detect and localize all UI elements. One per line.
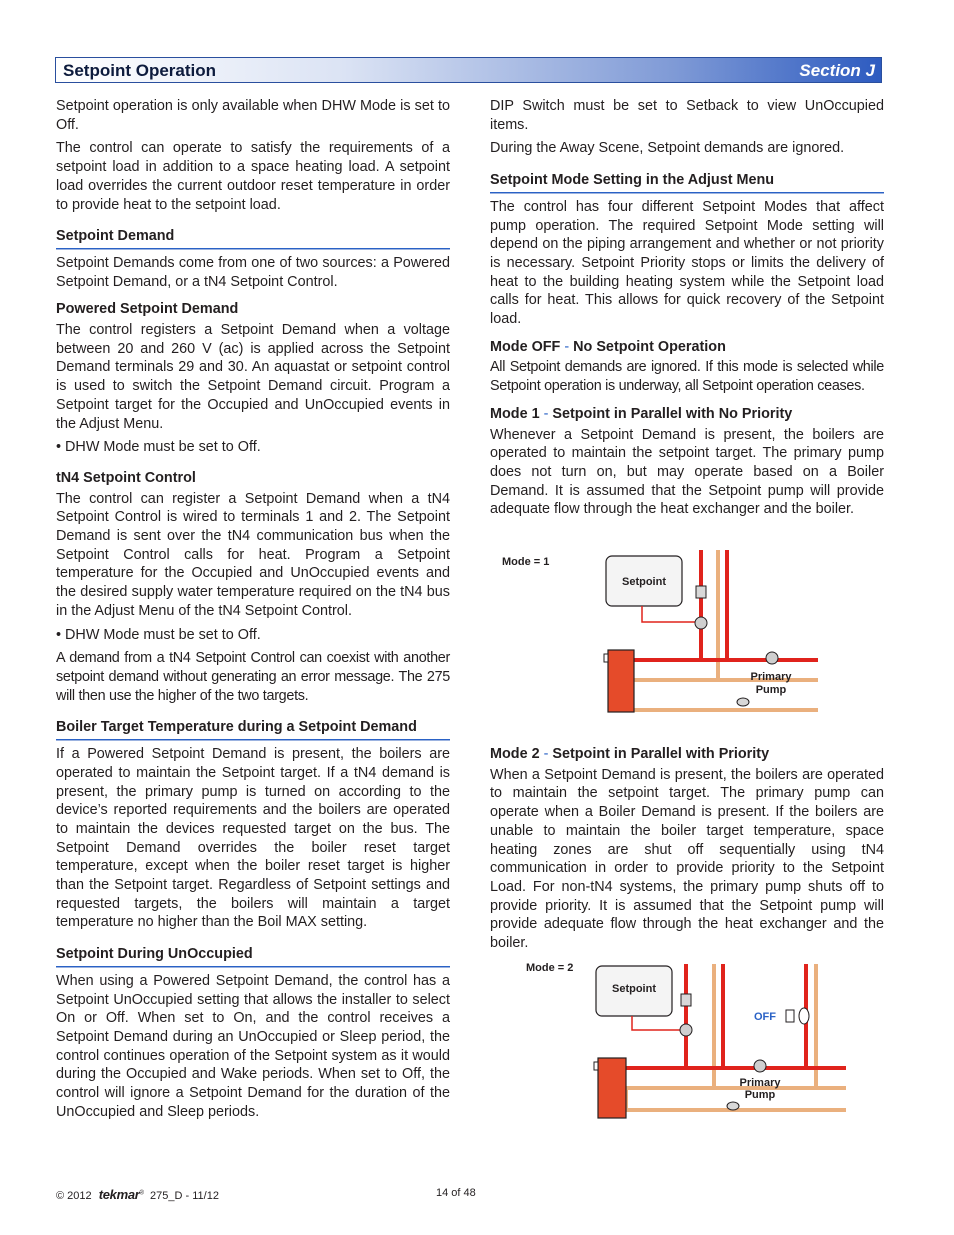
page-title: Setpoint Operation xyxy=(63,61,216,80)
brand-logo: tekmar xyxy=(98,1187,140,1202)
mode-2-heading xyxy=(490,745,884,764)
copyright: © 2012 xyxy=(56,1190,92,1202)
zone-off-label: OFF xyxy=(754,1011,776,1023)
mode-off-label: Mode OFF xyxy=(490,338,561,355)
unoccupied-heading: Setpoint During UnOccupied xyxy=(56,945,450,968)
setpoint-valve-icon xyxy=(696,586,706,598)
setpoint-signal-wire xyxy=(632,1016,680,1030)
mode-2-label: Mode 2 xyxy=(490,746,540,762)
primary-pump-label-1: Primary xyxy=(750,671,792,683)
setpoint-valve-icon xyxy=(681,994,691,1006)
tn4-setpoint-bullet: • DHW Mode must be set to Off. xyxy=(56,626,261,643)
mode-off-title: No Setpoint Operation xyxy=(573,338,726,355)
sensor-icon xyxy=(737,698,749,706)
unoccupied-paragraph: When using a Powered Setpoint Demand, the control has a Setpoint UnOccupied setting that allows the installer to select On or Off. When set to On, and the control receives a Setpoint Demand during an UnOccupied or Sleep period, the control continues operation of the Setpoint system as it would during the Occupied and Wake periods. When set to Off, the control will ignore a Setpoint Demand for the duration of the UnOccupied and Sleep periods. xyxy=(56,972,450,1120)
primary-pump-icon xyxy=(754,1060,766,1072)
setpoint-demand-paragraph: Setpoint Demands come from one of two sources: a Powered Setpoint Demand, or a tN4 Setpoint Control. xyxy=(56,254,450,290)
mode-setting-heading: Setpoint Mode Setting in the Adjust Menu xyxy=(490,171,884,194)
footer-left xyxy=(56,1187,219,1202)
boiler-port xyxy=(594,1062,598,1070)
section-label: Section J xyxy=(799,61,875,80)
mode-off-paragraph: All Setpoint demands are ignored. If this mode is selected while Setpoint operation is underway, all Setpoint operation ceases. xyxy=(490,359,884,395)
away-scene-paragraph: During the Away Scene, Setpoint demands are ignored. xyxy=(490,140,845,157)
setpoint-pump-icon xyxy=(695,617,707,629)
boiler-target-paragraph: If a Powered Setpoint Demand is present, the boilers are operated to maintain the Setpoint target. If a tN4 demand is present, the primary pump is turned on according to the device’s reported requirements and the boilers are operated to maintain the devices requested target on the bus. The Setpoint Demand overrides the boiler reset target temperature, except when the boiler reset target is higher than the Setpoint target. Regardless of Setpoint settings and requested targets, the boilers will maintain a target temperature no higher than the Boil MAX setting. xyxy=(56,746,450,931)
tn4-setpoint-paragraph: The control can register a Setpoint Demand when a tN4 Setpoint Control is wired to terminals 1 and 2. The Setpoint Demand is sent over the tN4 communication bus when the Setpoint Control calls for heat. Program a Setpoint temperature for the Occupied and UnOccupied events and the desired supply water temperature required on the tN4 bus in the Adjust Menu of the tN4 Setpoint Control. xyxy=(56,490,450,619)
boiler-icon xyxy=(608,650,634,712)
mode-2-piping-diagram xyxy=(520,958,850,1128)
registered-mark: ® xyxy=(139,1190,144,1197)
mode-1-diagram-label: Mode = 1 xyxy=(502,556,550,568)
boiler-icon xyxy=(598,1058,626,1118)
setpoint-control-label: Setpoint xyxy=(612,983,656,995)
intro-paragraph-1: Setpoint operation is only available when DHW Mode is set to Off. xyxy=(56,98,450,133)
primary-pump-icon xyxy=(766,652,778,664)
dip-switch-paragraph: DIP Switch must be set to Setback to view UnOccupied items. xyxy=(490,98,884,133)
document-code: 275_D - 11/12 xyxy=(150,1190,219,1202)
right-column xyxy=(490,97,884,524)
setpoint-control-label: Setpoint xyxy=(622,576,666,588)
zone-valve-icon xyxy=(786,1010,794,1022)
powered-setpoint-heading: Powered Setpoint Demand xyxy=(56,301,239,318)
section-header xyxy=(55,57,882,83)
mode-1-dash: - xyxy=(543,405,549,422)
mode-1-paragraph: Whenever a Setpoint Demand is present, the boilers are operated to maintain the setpoint target. The primary pump does not turn on, but may operate based on a Boiler Demand. It is assumed that the Setpoint pump will provide adequate flow through the heat exchanger and the boiler. xyxy=(490,426,884,518)
mode-1-piping-diagram xyxy=(500,550,830,720)
sensor-icon xyxy=(727,1102,739,1110)
boiler-target-heading: Boiler Target Temperature during a Setpoint Demand xyxy=(56,718,450,741)
powered-setpoint-paragraph: The control registers a Setpoint Demand when a voltage between 20 and 260 V (ac) is applied across the Setpoint Demand terminals 29 and 30. An aquastat or setpoint control is used to switch the Setpoint Demand circuit. Program a Setpoint target for the Occupied and UnOccupied events in the Adjust Menu. xyxy=(56,322,450,432)
boiler-port xyxy=(604,654,608,662)
mode-1-heading xyxy=(490,405,884,424)
mode-2-title: Setpoint in Parallel with Priority xyxy=(552,746,770,762)
primary-pump-label-1: Primary xyxy=(739,1077,781,1089)
mode-2-block xyxy=(490,736,884,958)
primary-pump-label-2: Pump xyxy=(744,1089,776,1101)
page-number: 14 of 48 xyxy=(436,1187,476,1199)
tn4-coexist-paragraph: A demand from a tN4 Setpoint Control can coexist with another setpoint demand without generating an error message. The 275 will then use the higher of the two targets. xyxy=(56,650,450,704)
mode-2-dash: - xyxy=(543,746,549,762)
setpoint-demand-heading: Setpoint Demand xyxy=(56,227,450,250)
left-column xyxy=(56,97,450,1126)
mode-setting-paragraph: The control has four different Setpoint Modes that affect pump operation. The required Setpoint Mode setting will depend on the piping arrangement and whether or not priority is necessary. Setpoint Priority stops or limits the delivery of heat to the building heating system while the Setpoint load calls for heat. This allows for quick recovery of the Setpoint load. xyxy=(490,198,884,328)
mode-off-dash: - xyxy=(564,338,570,355)
setpoint-pump-icon xyxy=(680,1024,692,1036)
primary-pump-label-2: Pump xyxy=(755,684,787,696)
intro-paragraph-2: The control can operate to satisfy the requirements of a setpoint load in addition to a space heating load. A setpoint load overrides the current outdoor reset temperature in order to provide heat to the setpoint load. xyxy=(56,140,450,213)
mode-1-label: Mode 1 xyxy=(490,405,540,422)
setpoint-signal-wire xyxy=(642,606,695,622)
mode-2-paragraph: When a Setpoint Demand is present, the boilers are operated to maintain the setpoint target. The primary pump can operate when a Boiler Demand is present. If the boilers are unable to maintain the boiler target temperature, space heating zones are shut off sequentially using tN4 communication in order to provide priority to the Setpoint Load. For non-tN4 systems, the primary pump shuts off to provide priority. It is assumed that the Setpoint pump will provide adequate flow through the heat exchanger and the boiler. xyxy=(490,766,884,952)
mode-off-heading xyxy=(490,338,884,357)
mode-1-title: Setpoint in Parallel with No Priority xyxy=(552,405,793,422)
powered-setpoint-bullet: • DHW Mode must be set to Off. xyxy=(56,439,261,456)
tn4-setpoint-heading: tN4 Setpoint Control xyxy=(56,469,196,486)
zone-pump-icon xyxy=(799,1008,809,1024)
mode-2-diagram-label: Mode = 2 xyxy=(526,962,574,974)
